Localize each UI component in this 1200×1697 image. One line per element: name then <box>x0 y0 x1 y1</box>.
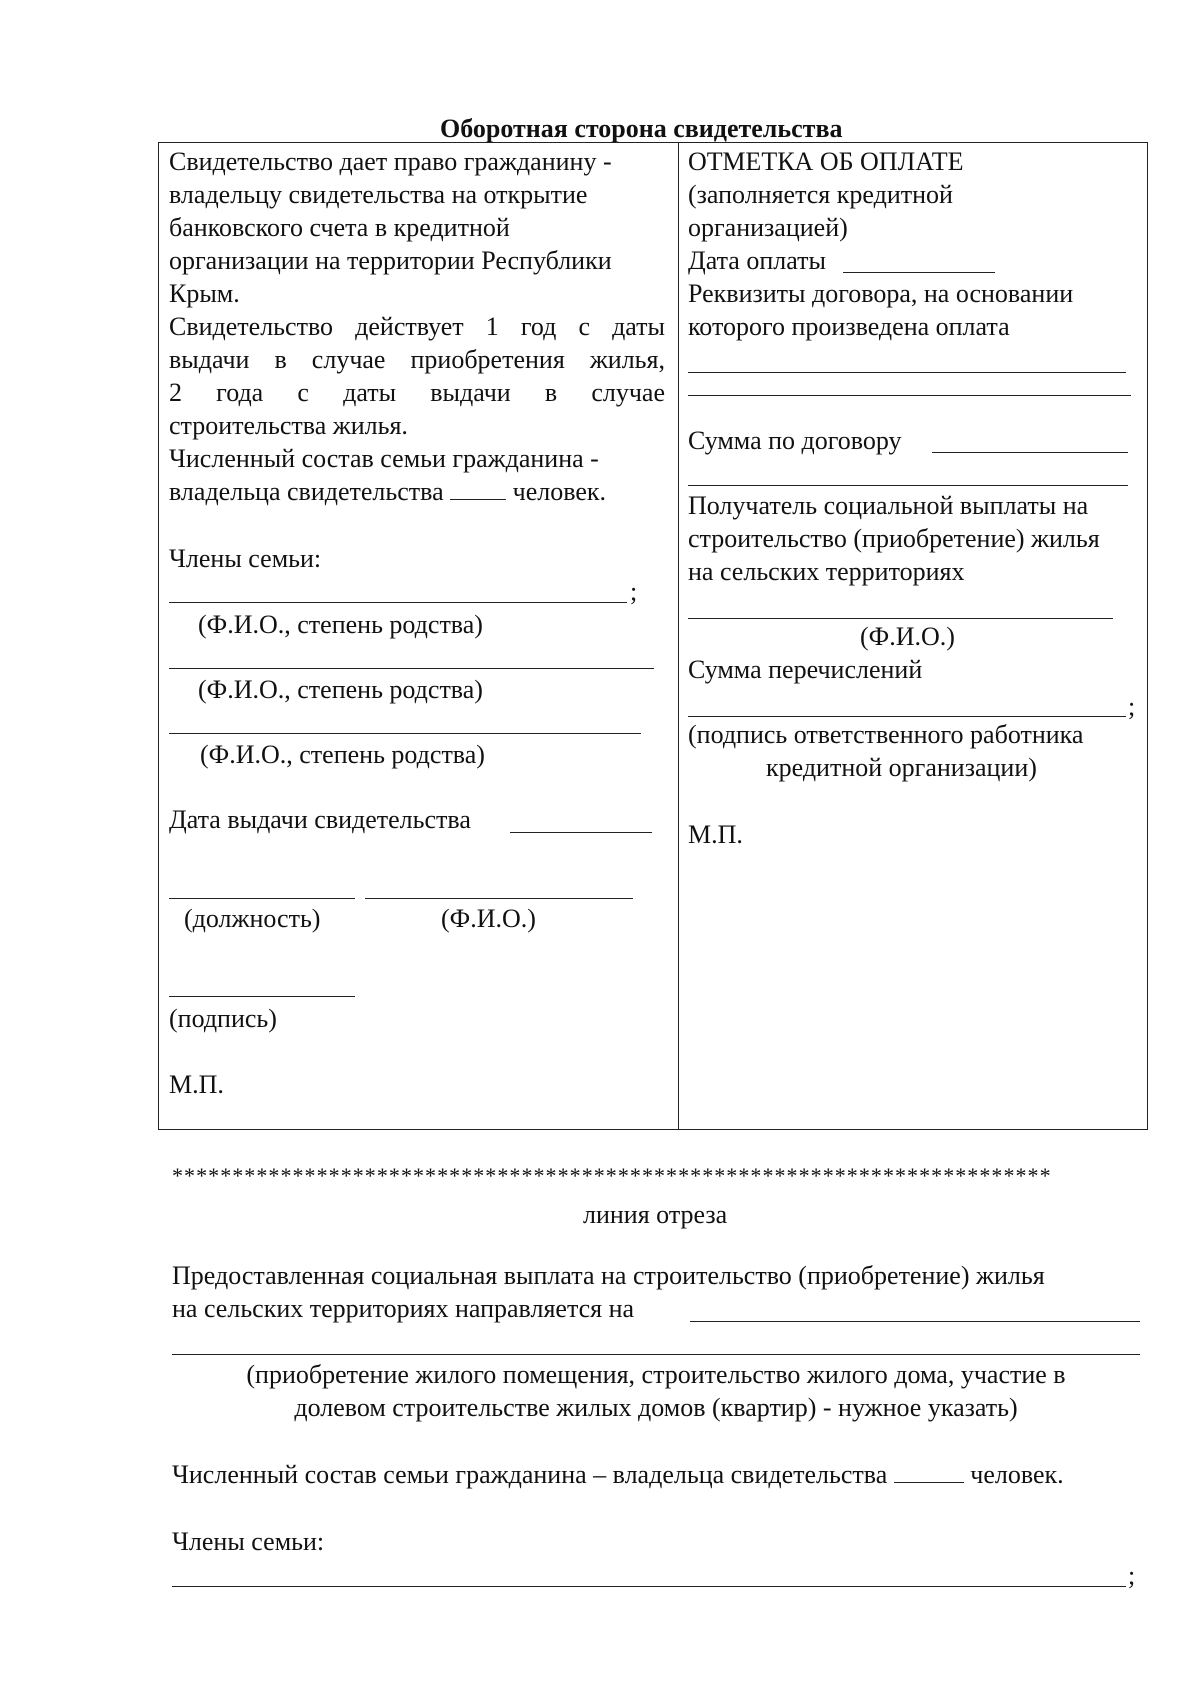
contract-sum-line-2[interactable] <box>688 485 1128 486</box>
validity-text-line: строительства жилья. <box>169 411 408 440</box>
position-caption: (должность) <box>184 904 321 933</box>
signature-caption: (подпись) <box>169 1004 277 1033</box>
payment-mark-note: организацией) <box>688 213 848 242</box>
family-size-text-line: Численный состав семьи гражданина - <box>169 444 599 473</box>
payment-direction-text: на сельских территориях направляется на <box>172 1294 635 1323</box>
family-member-line-3[interactable] <box>169 733 641 734</box>
recipient-name-caption: (Ф.И.О.) <box>860 622 955 651</box>
rights-text-line: владельцу свидетельства на открытие <box>169 180 588 209</box>
table-column-divider <box>678 142 679 1130</box>
family-member-line-1[interactable] <box>169 602 627 603</box>
family-size-prefix: владельца свидетельства <box>169 477 444 506</box>
rights-text-line: организации на территории Республики <box>169 246 612 275</box>
cut-line-stars: ************************************************************************* <box>172 1163 1052 1188</box>
semicolon: ; <box>1128 1561 1136 1590</box>
bottom-family-members-label: Члены семьи: <box>172 1527 325 1556</box>
recipient-label: на сельских территориях <box>688 557 965 586</box>
contract-sum-line[interactable] <box>932 452 1128 453</box>
family-members-label: Члены семьи: <box>169 544 322 573</box>
family-member-line-2[interactable] <box>169 668 654 669</box>
left-stamp-label: М.П. <box>169 1070 224 1099</box>
right-stamp-label: М.П. <box>688 820 743 849</box>
signature-caption: кредитной организации) <box>766 753 1037 782</box>
cut-line-label: линия отреза <box>583 1200 728 1229</box>
payment-mark-note: (заполняется кредитной <box>688 180 953 209</box>
semicolon: ; <box>630 577 638 606</box>
bottom-family-size-prefix: Численный состав семьи гражданина – владельца свидетельства <box>172 1460 888 1489</box>
family-size-text-line <box>169 475 665 508</box>
payment-mark-header: ОТМЕТКА ОБ ОПЛАТЕ <box>688 147 964 176</box>
contract-details-label: которого произведена оплата <box>688 312 1010 341</box>
recipient-label: Получатель социальной выплаты на <box>688 491 1089 520</box>
payment-direction-caption: (приобретение жилого помещения, строительство жилого дома, участие в <box>246 1360 1066 1389</box>
page-title: Оборотная сторона свидетельства <box>440 114 843 143</box>
position-line[interactable] <box>169 898 355 899</box>
bottom-family-member-line[interactable] <box>172 1586 1126 1587</box>
payment-direction-line-2[interactable] <box>172 1354 1140 1355</box>
rights-text-line: Крым. <box>169 279 240 308</box>
payment-date-line[interactable] <box>843 272 995 273</box>
payment-direction-line[interactable] <box>690 1321 1140 1322</box>
validity-text-line: выдачи в случае приобретения жилья, <box>169 345 665 374</box>
payment-direction-caption: долевом строительстве жилых домов (квартир) - нужное указать) <box>294 1393 1018 1422</box>
payment-date-label: Дата оплаты <box>688 246 826 275</box>
validity-text-line: Свидетельство действует 1 год с даты <box>169 312 665 341</box>
family-size-suffix: человек. <box>512 477 607 506</box>
contract-details-line-1[interactable] <box>688 372 1126 373</box>
official-name-line[interactable] <box>365 898 633 899</box>
recipient-label: строительство (приобретение) жилья <box>688 524 1100 553</box>
bottom-family-size-text <box>172 1458 1064 1491</box>
issue-date-line[interactable] <box>510 832 652 833</box>
signature-caption: (подпись ответственного работника <box>688 720 1084 749</box>
contract-details-line-2[interactable] <box>688 395 1131 396</box>
family-member-caption-2: (Ф.И.О., степень родства) <box>198 675 483 704</box>
validity-text-line: 2 года с даты выдачи в случае <box>169 378 665 407</box>
official-name-caption: (Ф.И.О.) <box>441 904 536 933</box>
family-member-caption-1: (Ф.И.О., степень родства) <box>198 610 483 639</box>
semicolon: ; <box>1128 692 1136 721</box>
left-column <box>169 145 665 508</box>
transfer-sum-line[interactable] <box>688 716 1126 717</box>
rights-text-line: Свидетельство дает право гражданину - <box>169 147 612 176</box>
contract-sum-label: Сумма по договору <box>688 426 902 455</box>
family-member-caption-3: (Ф.И.О., степень родства) <box>200 740 485 769</box>
family-size-blank[interactable] <box>450 477 506 500</box>
transfer-sum-label: Сумма перечислений <box>688 655 923 684</box>
bottom-family-size-blank[interactable] <box>894 1460 964 1483</box>
signature-line[interactable] <box>169 996 355 997</box>
contract-details-label: Реквизиты договора, на основании <box>688 279 1074 308</box>
issue-date-label: Дата выдачи свидетельства <box>169 805 471 834</box>
payment-direction-text: Предоставленная социальная выплата на строительство (приобретение) жилья <box>172 1261 1045 1290</box>
bottom-family-size-suffix: человек. <box>970 1460 1064 1489</box>
rights-text-line: банковского счета в кредитной <box>169 213 510 242</box>
recipient-name-line[interactable] <box>688 618 1113 619</box>
